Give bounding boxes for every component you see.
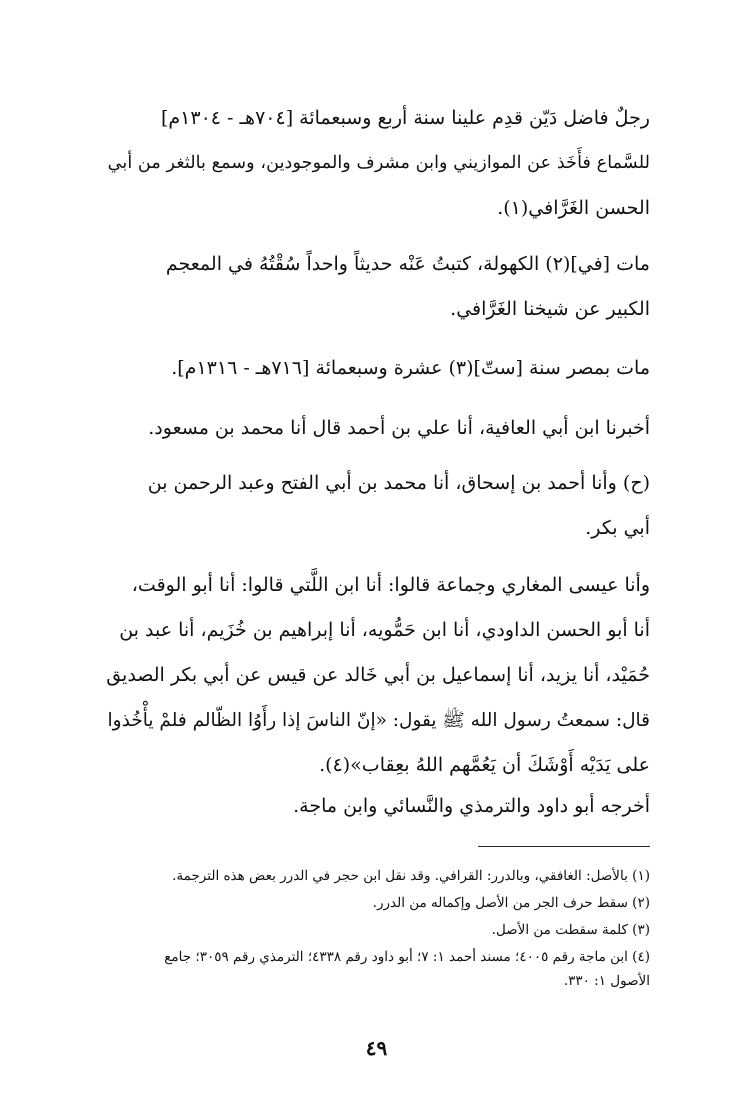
footnote-line: الأصول ١: ٣٣٠. — [563, 973, 650, 989]
text-line: الحسن الغَرَّافي(١). — [497, 197, 650, 219]
footnote-line: (٣) كلمة سقطت من الأصل. — [491, 922, 650, 938]
text-line: أبي بكر. — [585, 517, 650, 539]
text-line: حُمَيْد، أنا يزيد، أنا إسماعيل بن أبي خَالد عن قيس عن أبي بكر الصديق — [106, 664, 650, 686]
text-line: وأنا عيسى المغاري وجماعة قالوا: أنا ابن اللَّتي قالوا: أنا أبو الوقت، — [131, 574, 650, 596]
text-line: أنا أبو الحسن الداودي، أنا ابن حَمُّويه، أنا إبراهيم بن خُزَيم، أنا عبد بن — [119, 619, 650, 641]
footnote-2 — [102, 891, 650, 915]
text-line: قال: سمعتُ رسول الله ﷺ يقول: «إنّ الناسَ إذا رأَوُا الظّالم فلمْ يأْخُذوا — [107, 710, 650, 731]
paragraph-hadith — [102, 563, 650, 788]
paragraph-takhrij — [102, 784, 650, 829]
text-line: أخرجه أبو داود والترمذي والنَّسائي وابن ماجة. — [293, 795, 650, 817]
paragraph-death-1 — [102, 242, 650, 332]
footnote-separator — [478, 846, 650, 847]
footnote-line: (٤) ابن ماجة رقم ٤٠٠٥؛ مسند أحمد ١: ٧؛ أبو داود رقم ٤٣٣٨؛ الترمذي رقم ٣٠٥٩؛ جامع — [164, 949, 650, 965]
footnote-1 — [102, 864, 650, 888]
page-number: ٤٩ — [365, 1036, 388, 1060]
text-line: مات [في](٢) الكهولة، كتبتُ عَنْه حديثاً واحداً سُقْتُهُ في المعجم — [165, 253, 650, 275]
paragraph-death-2 — [102, 346, 650, 391]
text-line: رجلٌ فاضل دَيّن قدِم علينا سنة أربع وسبعمائة [٧٠٤هـ - ١٣٠٤م] — [160, 107, 650, 129]
footnote-line: (٢) سقط حرف الجر من الأصل وإكماله من الدرر. — [372, 895, 650, 911]
paragraph-isnad-2 — [102, 461, 650, 551]
footnote-3 — [102, 918, 650, 942]
text-line: أخبرنا ابن أبي العافية، أنا علي بن أحمد قال أنا محمد بن مسعود. — [148, 417, 650, 439]
footnote-4 — [102, 945, 650, 993]
text-line: مات بمصر سنة [ستّ](٣) عشرة وسبعمائة [٧١٦هـ - ١٣١٦م]. — [171, 357, 650, 379]
text-line: الكبير عن شيخنا الغَرَّافي. — [450, 298, 650, 320]
paragraph-bio-1 — [102, 96, 650, 231]
paragraph-isnad-1 — [102, 406, 650, 451]
footnote-line: (١) بالأصل: الغافقي، وبالدرر: القرافي. وقد نقل ابن حجر في الدرر بعض هذه الترجمة. — [172, 868, 650, 884]
text-line: (ح) وأنا أحمد بن إسحاق، أنا محمد بن أبي الفتح وعبد الرحمن بن — [147, 472, 650, 494]
text-line: على يَدَيْه أَوْشَكَ أن يَعُمَّهم اللهُ بعِقاب»(٤). — [319, 754, 650, 776]
text-line: للسَّماع فأَخَذ عن الموازيني وابن مشرف والموجودين، وسمع بالثغر من أبي — [107, 153, 650, 173]
